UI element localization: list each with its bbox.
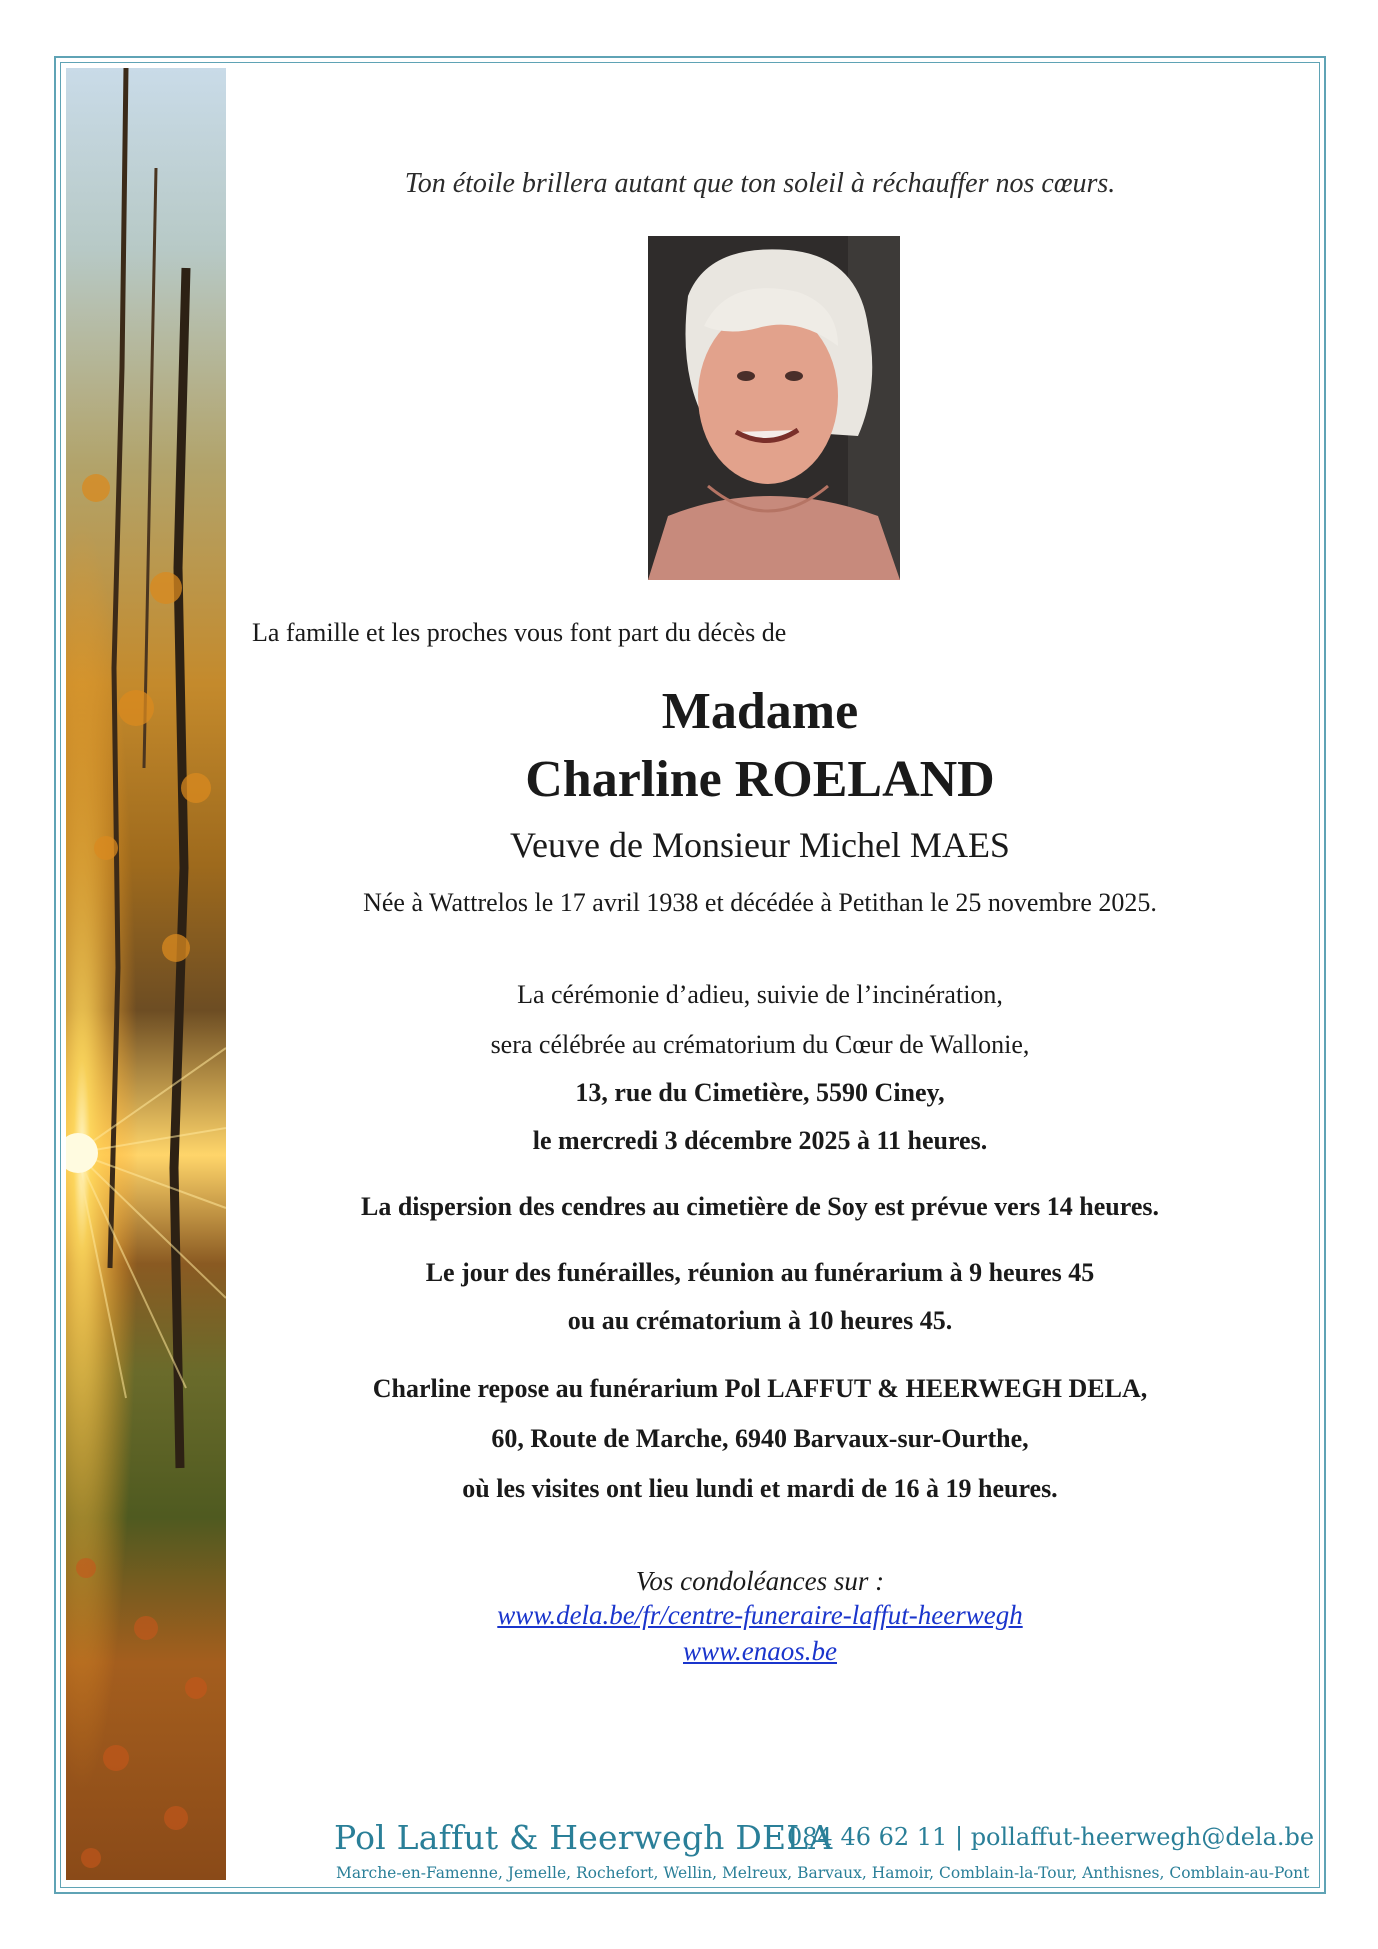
ceremony-datetime: le mercredi 3 décembre 2025 à 11 heures.: [532, 1126, 988, 1155]
widow-of: Veuve de Monsieur Michel MAES: [510, 825, 1010, 865]
deceased-title: Madame: [661, 683, 859, 740]
ceremony-location: sera célébrée au crématorium du Cœur de Wallonie,: [490, 1030, 1030, 1059]
funeral-home-brand: Pol Laffut & Heerwegh DELA: [334, 1818, 833, 1857]
memorial-quote: Ton étoile brillera autant que ton soleil à réchauffer nos cœurs.: [404, 168, 1116, 199]
rest-address: 60, Route de Marche, 6940 Barvaux-sur-Ourthe,: [491, 1424, 1029, 1453]
contact-separator: |: [954, 1823, 964, 1851]
footer-towns: Marche-en-Famenne, Jemelle, Rochefort, Wellin, Melreux, Barvaux, Hamoir, Comblain-la-Tour, Anthisnes, Comblain-au-Pont: [336, 1864, 1310, 1882]
birth-death-dates: Née à Wattrelos le 17 avril 1938 et décédée à Petithan le 25 novembre 2025.: [363, 888, 1157, 917]
email-address: pollaffut-heerwegh@dela.be: [970, 1823, 1315, 1851]
condolences-label: Vos condoléances sur :: [635, 1566, 885, 1596]
phone-number: 084 46 62 11: [787, 1823, 948, 1851]
portrait-photo: [648, 236, 900, 580]
dela-condolences-link[interactable]: www.dela.be/fr/centre-funeraire-laffut-heerwegh: [497, 1600, 1023, 1630]
footer-contact: [787, 1823, 1314, 1851]
deceased-name: Charline ROELAND: [525, 751, 995, 808]
meeting-funerarium: Le jour des funérailles, réunion au funérarium à 9 heures 45: [425, 1258, 1095, 1287]
ash-dispersion-notice: La dispersion des cendres au cimetière de Soy est prévue vers 14 heures.: [361, 1192, 1159, 1221]
intro-text: La famille et les proches vous font part du décès de: [252, 618, 787, 647]
rest-funerarium: Charline repose au funérarium Pol LAFFUT & HEERWEGH DELA,: [372, 1374, 1148, 1403]
enaos-link[interactable]: www.enaos.be: [683, 1636, 837, 1666]
autumn-trees-image: [66, 68, 226, 1880]
meeting-crematorium: ou au crématorium à 10 heures 45.: [567, 1306, 953, 1335]
ceremony-address: 13, rue du Cimetière, 5590 Ciney,: [575, 1078, 945, 1107]
condolences-row-dela: [230, 1600, 1290, 1631]
visiting-hours: où les visites ont lieu lundi et mardi de 16 à 19 heures.: [462, 1474, 1058, 1503]
announcement-content: [230, 0, 1315, 1949]
condolences-row-enaos: [230, 1636, 1290, 1667]
ceremony-line: La cérémonie d’adieu, suivie de l’incinération,: [517, 980, 1003, 1009]
